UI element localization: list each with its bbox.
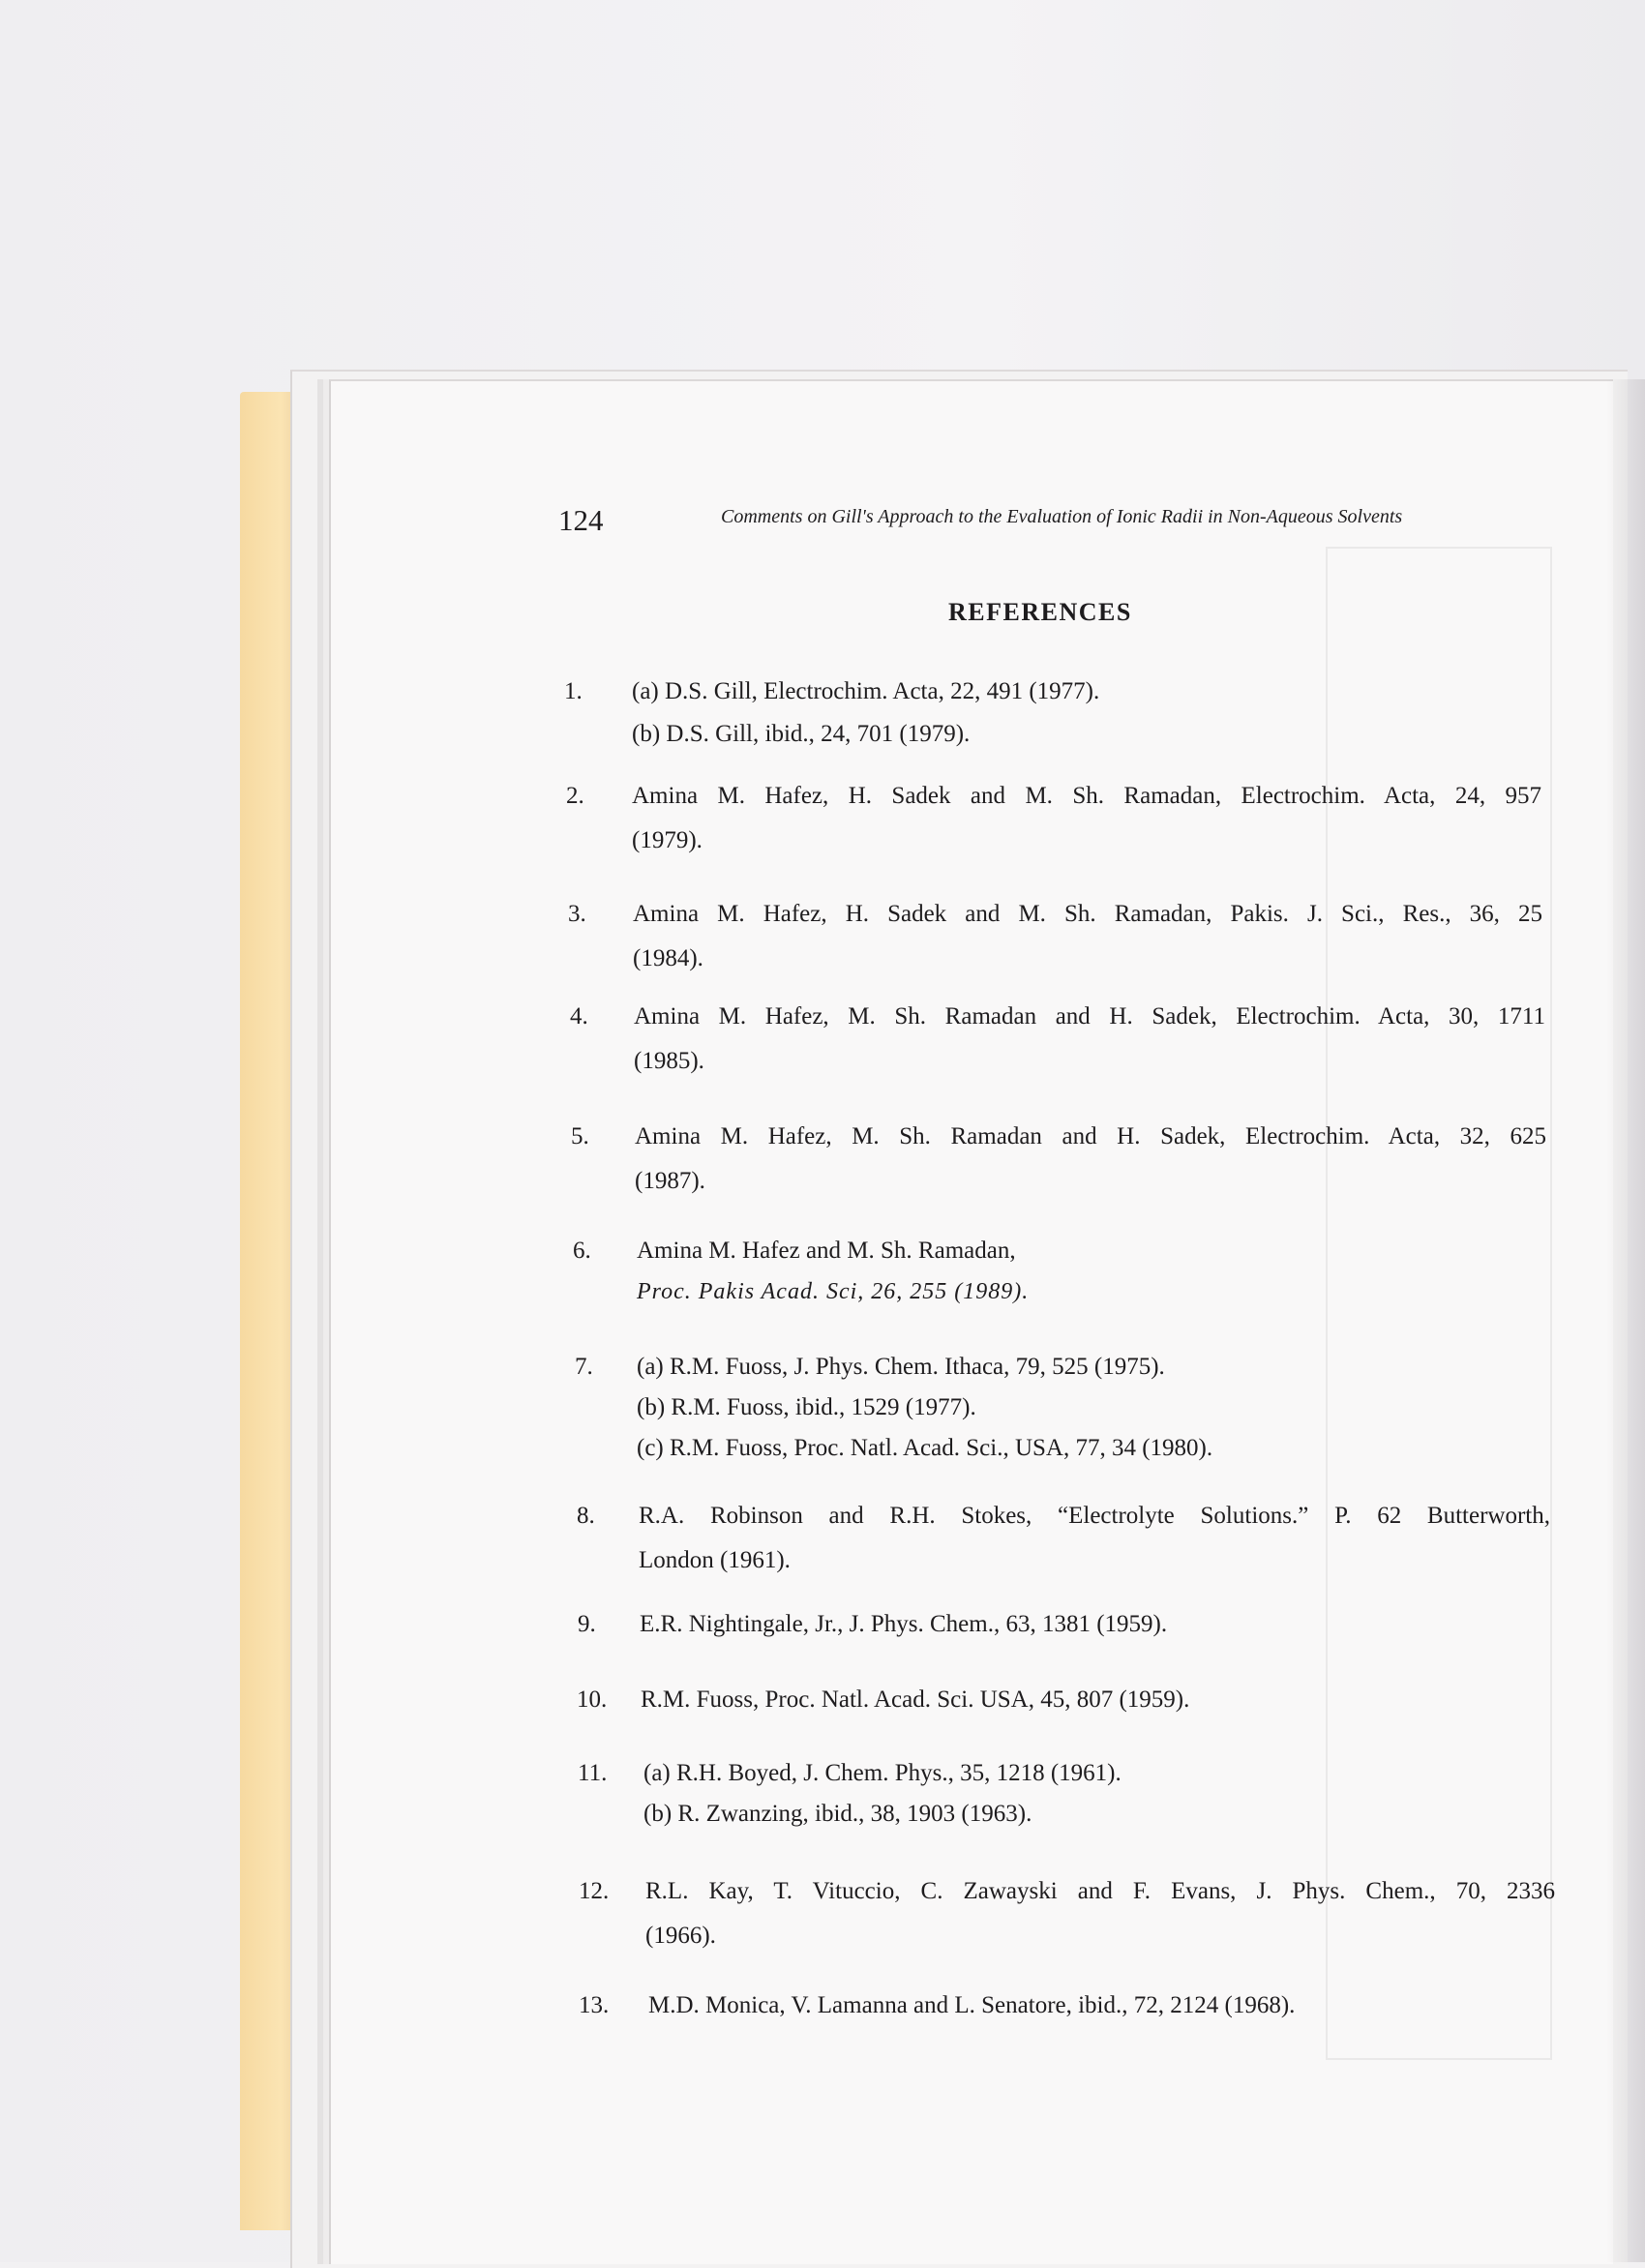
reference-number: 11. [578, 1760, 608, 1786]
reference-line: R.L. Kay, T. Vituccio, C. Zawayski and F. Evans, J. Phys. Chem., 70, 2336 [645, 1878, 1555, 1904]
reference-line: (b) R. Zwanzing, ibid., 38, 1903 (1963). [643, 1801, 1032, 1827]
reference-number: 2. [566, 783, 584, 809]
reference-line: (1987). [635, 1168, 705, 1194]
reference-line: R.M. Fuoss, Proc. Natl. Acad. Sci. USA, 45, 807 (1959). [641, 1686, 1190, 1713]
reference-line: R.A. Robinson and R.H. Stokes, “Electrolyte Solutions.” P. 62 Butterworth, [639, 1503, 1550, 1529]
reference-number: 3. [568, 901, 586, 927]
reference-line: Amina M. Hafez, M. Sh. Ramadan and H. Sadek, Electrochim. Acta, 32, 625 [635, 1123, 1546, 1149]
reference-number: 5. [571, 1123, 589, 1149]
reference-line: (1979). [632, 827, 703, 853]
reference-number: 6. [573, 1238, 591, 1264]
reference-number: 8. [577, 1503, 595, 1529]
reference-line: (a) R.M. Fuoss, J. Phys. Chem. Ithaca, 79, 525 (1975). [637, 1354, 1165, 1380]
reference-line: Amina M. Hafez, M. Sh. Ramadan and H. Sadek, Electrochim. Acta, 30, 1711 [634, 1003, 1545, 1030]
reference-line: E.R. Nightingale, Jr., J. Phys. Chem., 63, 1381 (1959). [640, 1611, 1168, 1637]
reference-line: (a) R.H. Boyed, J. Chem. Phys., 35, 1218 (1961). [643, 1760, 1122, 1786]
reference-line: M.D. Monica, V. Lamanna and L. Senatore, ibid., 72, 2124 (1968). [648, 1992, 1296, 2018]
reference-number: 13. [579, 1992, 610, 2018]
reference-line: Amina M. Hafez, H. Sadek and M. Sh. Ramadan, Pakis. J. Sci., Res., 36, 25 [633, 901, 1542, 927]
reference-number: 12. [579, 1878, 610, 1904]
reference-line: (c) R.M. Fuoss, Proc. Natl. Acad. Sci., USA, 77, 34 (1980). [637, 1435, 1213, 1461]
reference-line: Amina M. Hafez, H. Sadek and M. Sh. Ramadan, Electrochim. Acta, 24, 957 [632, 783, 1541, 809]
reference-line: (b) D.S. Gill, ibid., 24, 701 (1979). [632, 721, 971, 747]
reference-line: Amina M. Hafez and M. Sh. Ramadan, [637, 1238, 1016, 1264]
running-title: Comments on Gill's Approach to the Evaluation of Ionic Radii in Non-Aqueous Solvents [721, 506, 1403, 527]
reference-line: London (1961). [639, 1547, 791, 1573]
page-shadow [1606, 379, 1645, 2262]
page-number: 124 [558, 503, 604, 537]
reference-number: 9. [578, 1611, 596, 1637]
reference-number: 4. [570, 1003, 588, 1030]
reference-line: (a) D.S. Gill, Electrochim. Acta, 22, 491 (1977). [632, 678, 1100, 704]
reference-number: 7. [575, 1354, 593, 1380]
handwritten-reference-line: Proc. Pakis Acad. Sci, 26, 255 (1989). [637, 1279, 1030, 1304]
reference-number: 1. [564, 678, 583, 704]
reference-line: (b) R.M. Fuoss, ibid., 1529 (1977). [637, 1394, 976, 1420]
section-title: REFERENCES [948, 598, 1132, 626]
reference-line: (1984). [633, 945, 703, 971]
folder-edge [240, 392, 298, 2230]
reference-line: (1966). [645, 1923, 716, 1949]
reference-line: (1985). [634, 1048, 704, 1074]
reference-number: 10. [577, 1686, 608, 1713]
